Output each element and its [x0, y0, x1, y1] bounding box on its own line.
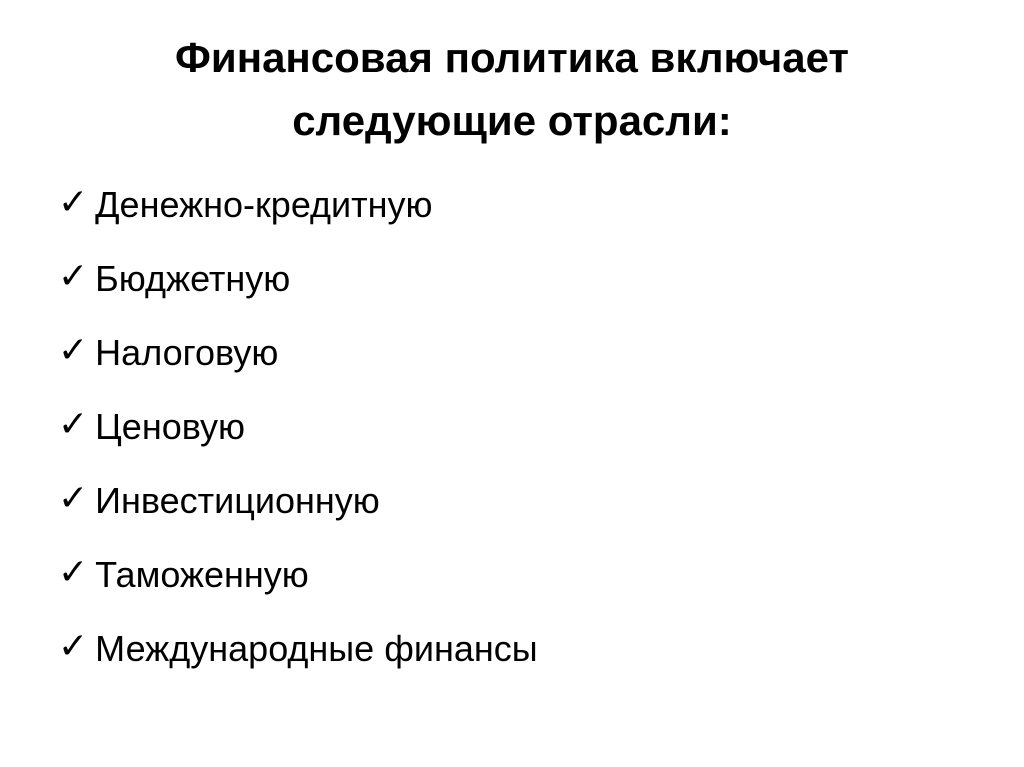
checkmark-icon: ✓: [58, 478, 89, 519]
list-item-text: Международные финансы: [95, 628, 538, 669]
checkmark-icon: ✓: [58, 182, 89, 223]
bulleted-list: [0, 168, 1024, 686]
list-item: [58, 538, 1024, 612]
list-item: [58, 464, 1024, 538]
checkmark-icon: ✓: [58, 330, 89, 371]
list-item: [58, 168, 1024, 242]
list-item-text: Бюджетную: [95, 258, 291, 299]
slide-title: Финансовая политика включает следующие отрасли:: [175, 34, 849, 144]
list-item: [58, 612, 1024, 686]
checkmark-icon: ✓: [58, 256, 89, 297]
checkmark-icon: ✓: [58, 404, 89, 445]
list-item-text: Таможенную: [95, 554, 309, 595]
list-item: [58, 390, 1024, 464]
list-item-text: Ценовую: [95, 406, 246, 447]
list-item-text: Инвестиционную: [95, 480, 380, 521]
list-item-text: Налоговую: [95, 332, 279, 373]
list-item: [58, 242, 1024, 316]
checkmark-icon: ✓: [58, 552, 89, 593]
checkmark-icon: ✓: [58, 626, 89, 667]
list-item: [58, 316, 1024, 390]
list-item-text: Денежно-кредитную: [95, 184, 433, 225]
